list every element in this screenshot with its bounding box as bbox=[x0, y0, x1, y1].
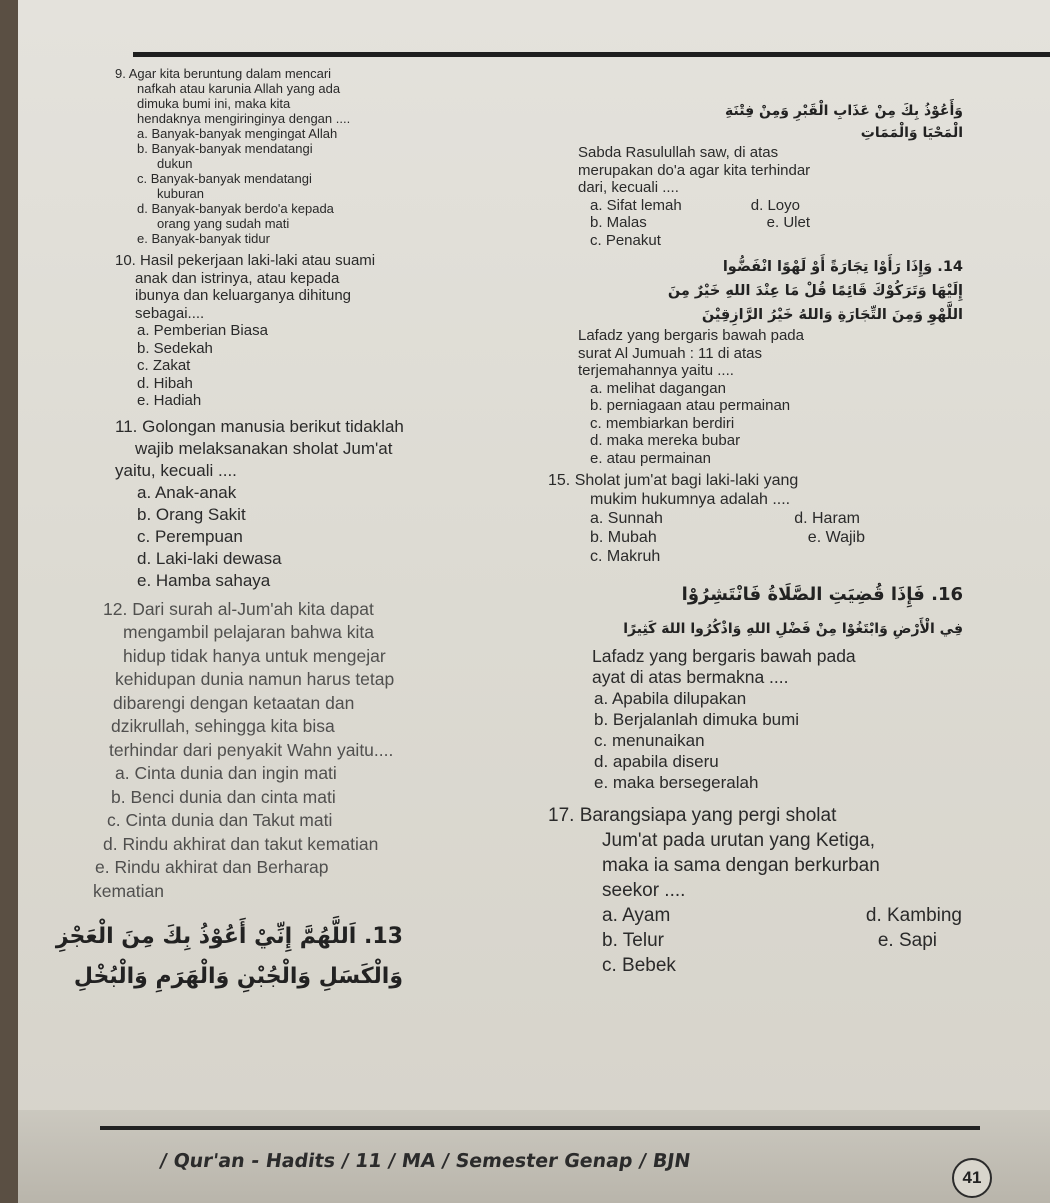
question-13-arabic bbox=[3, 917, 403, 997]
q11-line: yaitu, kecuali .... bbox=[115, 460, 237, 480]
q11-option-b: b. Orang Sakit bbox=[137, 504, 246, 524]
q17-line: Jum'at pada urutan yang Ketiga, bbox=[602, 830, 875, 851]
q11-line: wajib melaksanakan sholat Jum'at bbox=[135, 438, 393, 458]
q12-option-c: c. Cinta dunia dan Takut mati bbox=[107, 810, 333, 830]
q12-line: 12. Dari surah al-Jum'ah kita dapat bbox=[103, 598, 374, 619]
q11-option-e: e. Hamba sahaya bbox=[137, 570, 271, 590]
footer-title: / Qur'an - Hadits / 11 / MA / Semester Genap / BJN bbox=[158, 1150, 692, 1172]
question-17-stem bbox=[548, 803, 1038, 903]
q12-option-a: a. Cinta dunia dan ingin mati bbox=[115, 763, 337, 783]
question-13-cont bbox=[548, 100, 963, 249]
q14-line: surat Al Jumuah : 11 di atas bbox=[578, 344, 762, 362]
q10-line: 10. Hasil pekerjaan laki-laki atau suami bbox=[115, 252, 376, 269]
q9-option-b: b. Banyak-banyak mendatangi bbox=[137, 141, 313, 156]
q11-line: 11. Golongan manusia berikut tidaklah bbox=[115, 416, 404, 436]
q15-line: mukim hukumnya adalah .... bbox=[590, 491, 791, 508]
q14-option-c: c. membiarkan berdiri bbox=[590, 414, 735, 432]
question-16 bbox=[548, 578, 963, 793]
q9-line: hendaknya mengiringinya dengan .... bbox=[137, 111, 351, 126]
q14-line: Lafadz yang bergaris bawah pada bbox=[578, 327, 804, 344]
q10-option-c: c. Zakat bbox=[137, 357, 191, 374]
q14-option-a: a. melihat dagangan bbox=[590, 379, 726, 397]
q13-arabic-cont bbox=[548, 100, 963, 144]
q14-arabic bbox=[548, 255, 963, 327]
question-9 bbox=[115, 66, 510, 246]
q12-line: dzikrullah, sehingga kita bisa bbox=[111, 716, 335, 736]
q17-line: seekor .... bbox=[602, 880, 686, 901]
q17-option-b: b. Telur bbox=[602, 930, 664, 951]
q16-line: ayat di atas bermakna .... bbox=[592, 667, 789, 687]
question-16-stem bbox=[548, 646, 963, 688]
question-11-stem bbox=[115, 416, 510, 482]
question-12-stem bbox=[103, 598, 510, 763]
q10-option-d: d. Hibah bbox=[137, 374, 193, 392]
q16-option-c: c. menunaikan bbox=[594, 731, 705, 750]
q12-line: mengambil pelajaran bahwa kita bbox=[123, 622, 374, 642]
q17-option-a: a. Ayam bbox=[602, 905, 671, 926]
q9-line: dimuka bumi ini, maka kita bbox=[137, 96, 291, 111]
q15-option-c: c. Makruh bbox=[590, 548, 661, 565]
q13-option-a: a. Sifat lemah bbox=[590, 196, 682, 214]
q15-options-row bbox=[548, 528, 865, 547]
question-15 bbox=[548, 471, 963, 566]
q12-option-e: e. Rindu akhirat dan Berharap bbox=[95, 857, 329, 877]
q14-option-d: d. maka mereka bubar bbox=[590, 432, 741, 449]
q13-options-row bbox=[548, 214, 810, 232]
q15-option-b: b. Mubah bbox=[590, 529, 657, 546]
q13-options-row bbox=[548, 197, 800, 215]
question-11 bbox=[115, 416, 510, 592]
q13-line: merupakan do'a agar kita terhindar bbox=[578, 161, 811, 179]
q13-arabic-line: 13. اَللَّهُمَّ إِنِّيْ أَعُوْذُ بِكَ مِنَ الْعَجْزِ bbox=[55, 924, 403, 949]
q14-option-e: e. atau permainan bbox=[590, 449, 711, 467]
q15-option-a: a. Sunnah bbox=[590, 510, 663, 527]
q17-options-row bbox=[548, 903, 962, 928]
q14-option-b: b. perniagaan atau permainan bbox=[590, 397, 791, 414]
question-12 bbox=[93, 598, 510, 904]
q17-option-e: e. Sapi bbox=[877, 930, 937, 951]
question-17 bbox=[548, 803, 1038, 978]
q16-option-a: a. Apabila dilupakan bbox=[594, 689, 747, 708]
q12-option-d: d. Rindu akhirat dan takut kematian bbox=[103, 833, 379, 854]
q12-line: hidup tidak hanya untuk mengejar bbox=[123, 645, 386, 666]
q16-option-b: b. Berjalanlah dimuka bumi bbox=[594, 710, 800, 729]
q13-option-b: b. Malas bbox=[590, 214, 647, 231]
question-14-stem bbox=[548, 327, 963, 380]
q17-line: 17. Barangsiapa yang pergi sholat bbox=[548, 805, 837, 826]
q9-option-c-cont: kuburan bbox=[157, 186, 204, 201]
q10-option-a: a. Pemberian Biasa bbox=[137, 322, 268, 339]
question-9-stem bbox=[115, 66, 510, 126]
q16-arabic bbox=[548, 578, 963, 646]
q9-option-a: a. Banyak-banyak mengingat Allah bbox=[137, 126, 338, 141]
q9-line: nafkah atau karunia Allah yang ada bbox=[137, 81, 341, 96]
q14-line: terjemahannya yaitu .... bbox=[578, 362, 734, 379]
question-10-stem bbox=[115, 252, 510, 322]
q11-option-a: a. Anak-anak bbox=[137, 482, 237, 502]
q9-option-d: d. Banyak-banyak berdo'a kepada bbox=[137, 201, 334, 216]
q15-line: 15. Sholat jum'at bagi laki-laki yang bbox=[548, 472, 799, 489]
q15-option-e: e. Wajib bbox=[807, 529, 865, 546]
q13-option-c: c. Penakut bbox=[590, 231, 661, 249]
q17-option-d: d. Kambing bbox=[865, 905, 962, 926]
question-10 bbox=[115, 252, 510, 410]
q9-line: 9. Agar kita beruntung dalam mencari bbox=[115, 66, 332, 81]
q16-arabic-line: فِي الْأَرْضِ وَابْتَغُوْا مِنْ فَضْلِ اللهِ وَاذْكُرُوا اللهَ كَثِيرًا bbox=[623, 621, 963, 637]
left-column bbox=[55, 66, 510, 997]
q14-arabic-line: إِلَيْهَا وَتَرَكُوْكَ قَائِمًا قُلْ مَا عِنْدَ اللهِ خَيْرٌ مِنَ bbox=[667, 283, 963, 299]
footer-rule bbox=[100, 1126, 980, 1130]
q16-option-e: e. maka bersegeralah bbox=[594, 773, 759, 792]
q9-option-e: e. Banyak-banyak tidur bbox=[137, 231, 270, 246]
q17-option-c: c. Bebek bbox=[602, 955, 676, 976]
q16-option-d: d. apabila diseru bbox=[594, 752, 719, 771]
q16-line: Lafadz yang bergaris bawah pada bbox=[592, 646, 856, 666]
q12-option-e-cont: kematian bbox=[93, 880, 165, 901]
q15-options-row bbox=[548, 509, 860, 528]
q14-arabic-line: 14. وَإِذَا رَأَوْا تِجَارَةً أَوْ لَهْوًا انْفَضُّوا bbox=[722, 259, 963, 275]
right-column bbox=[548, 100, 963, 978]
q11-option-d: d. Laki-laki dewasa bbox=[137, 548, 282, 568]
q13-arabic-line: وَأَعُوْذُ بِكَ مِنْ عَذَابِ الْقَبْرِ وَمِنْ فِتْنَةِ bbox=[725, 103, 963, 119]
top-rule bbox=[133, 52, 1050, 57]
q14-arabic-line: اللَّهْوِ وَمِنَ التِّجَارَةِ وَاللهُ خَيْرُ الرَّازِقِيْنَ bbox=[701, 307, 963, 323]
q17-options-row bbox=[548, 928, 937, 953]
q13-line: Sabda Rasulullah saw, di atas bbox=[578, 144, 779, 161]
q16-arabic-line: 16. فَإِذَا قُضِيَتِ الصَّلَاةُ فَانْتَشِرُوْا bbox=[681, 584, 963, 605]
q9-option-b-cont: dukun bbox=[157, 156, 193, 171]
q10-line: anak dan istrinya, atau kepada bbox=[135, 269, 340, 287]
question-13-stem bbox=[548, 144, 963, 197]
q10-line: sebagai.... bbox=[135, 304, 205, 322]
q12-line: kehidupan dunia namun harus tetap bbox=[115, 669, 395, 689]
q15-option-d: d. Haram bbox=[794, 510, 860, 527]
q13-option-d: d. Loyo bbox=[750, 196, 800, 214]
question-14 bbox=[548, 255, 963, 467]
q12-line: dibarengi dengan ketaatan dan bbox=[113, 692, 355, 713]
question-15-stem bbox=[548, 471, 963, 509]
q10-line: ibunya dan keluarganya dihitung bbox=[135, 287, 351, 304]
q13-option-e: e. Ulet bbox=[766, 214, 810, 231]
q13-line: dari, kecuali .... bbox=[578, 179, 679, 196]
q12-option-b: b. Benci dunia dan cinta mati bbox=[111, 786, 336, 807]
q17-line: maka ia sama dengan berkurban bbox=[602, 855, 880, 876]
q9-option-d-cont: orang yang sudah mati bbox=[157, 216, 290, 231]
q9-option-c: c. Banyak-banyak mendatangi bbox=[137, 171, 312, 186]
q12-line: terhindar dari penyakit Wahn yaitu.... bbox=[109, 739, 394, 760]
page-number: 41 bbox=[952, 1158, 992, 1198]
q13-arabic-line: وَالْكَسَلِ وَالْجُبْنِ وَالْهَرَمِ وَالْبُخْلِ bbox=[73, 964, 403, 989]
q13-arabic-line: الْمَحْيَا وَالْمَمَاتِ bbox=[860, 125, 963, 141]
q10-option-e: e. Hadiah bbox=[137, 392, 202, 409]
q10-option-b: b. Sedekah bbox=[137, 339, 213, 357]
q11-option-c: c. Perempuan bbox=[137, 526, 243, 546]
